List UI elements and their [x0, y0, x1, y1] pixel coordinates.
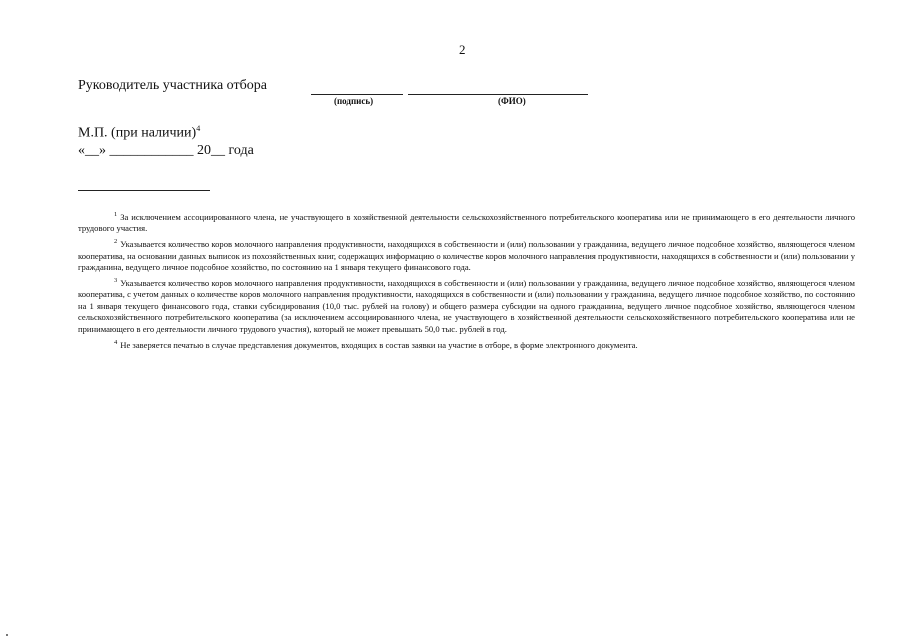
footnote-mark: 2: [114, 238, 118, 246]
footnote-text: Не заверяется печатью в случае представления документов, входящих в состав заявки на участие в отборе, в форме электронного документа.: [120, 339, 638, 350]
signature-caption: (подпись): [334, 96, 374, 106]
footnote-text: Указывается количество коров молочного направления продуктивности, находящихся в собственности и (или) пользовании у гражданина, ведущего личное подсобное хозяйство, являющегося членом кооператива, с учетом данных о количестве коров молочного направления продуктивности, находящихся в собственности и (или) пользовании у гражданина, ведущего личное подсобное хозяйство, по состоянию на 1 января текущего финансового года, ставки субсидирования (10,0 тыс. рублей на голову) и общего размера субсидии на одного гражданина, ведущего личное подсобное хозяйство, являющегося членом сельскохозяйственного потребительского кооператива (за исключением ассоциированного члена, не участвующего в хозяйственной деятельности сельскохозяйственного потребительского кооператива или не принимающего в его деятельности личного трудового участия), который не может превышать 50,0 тыс. рублей в год.: [78, 277, 855, 334]
footnote-2: [78, 236, 855, 274]
footnote-mark: 3: [114, 276, 118, 284]
full-name-caption: (ФИО): [498, 96, 526, 106]
signer-label: Руководитель участника отбора: [78, 78, 267, 93]
full-name-line: [408, 94, 588, 95]
footnote-text: За исключением ассоциированного члена, не участвующего в хозяйственной деятельности сельскохозяйственного потребительского кооператива или не принимающего в его деятельности личного трудового участия.: [78, 211, 855, 234]
footnote-mark: 1: [114, 211, 118, 218]
footnote-mark: 4: [114, 338, 118, 346]
footnote-1: [78, 209, 855, 235]
seal-footnote-mark: 4: [196, 124, 201, 133]
date-line: «__» ____________ 20__ года: [78, 143, 254, 158]
footnote-text: Указывается количество коров молочного направления продуктивности, находящихся в собственности и (или) пользовании у гражданина, ведущего личное подсобное хозяйство, являющегося членом кооператива, на основании данных выписок из похозяйственных книг, содержащих информацию о количестве коров молочного направления продуктивности, находящихся в собственности и (или) пользовании у гражданина, ведущего личное подсобное хозяйство, по состоянию на 1 января текущего финансового года.: [78, 238, 855, 273]
footnotes: [78, 209, 855, 351]
footnote-4: [78, 337, 855, 351]
footnote-separator: [78, 190, 210, 191]
seal-label-text: М.П. (при наличии): [78, 125, 197, 141]
signature-line: [311, 94, 403, 95]
scan-artifact: [6, 634, 8, 636]
seal-label: [78, 124, 200, 142]
page-number: 2: [459, 42, 466, 57]
footnote-3: [78, 275, 855, 336]
